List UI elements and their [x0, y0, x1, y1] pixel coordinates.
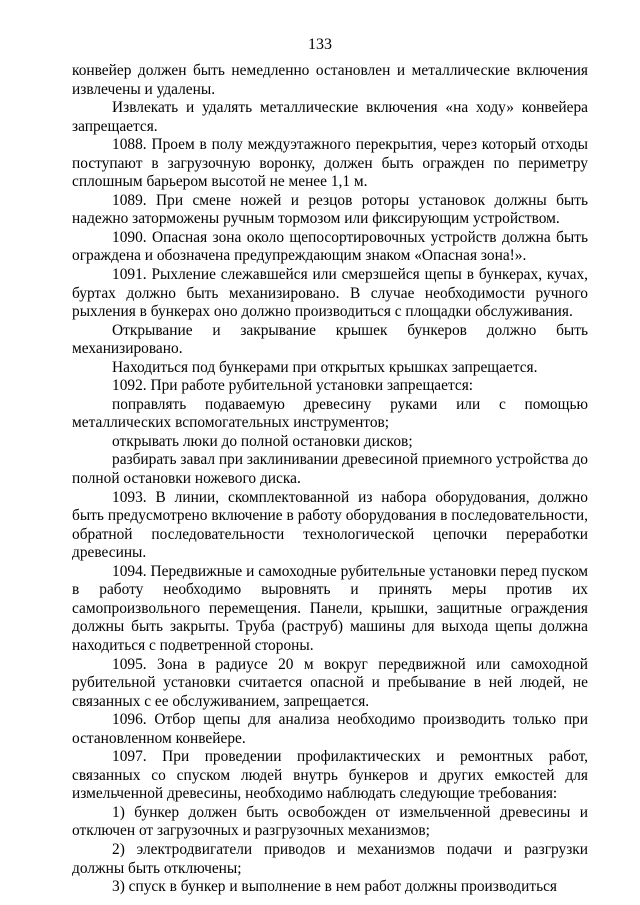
page-number: 133 — [308, 36, 332, 53]
paragraph-under-bunkers: Находиться под бункерами при открытых крышках запрещается. — [112, 358, 538, 376]
paragraph-1092-item-3: разбирать завал при заклинивании древесиной приемного устройства до полной остановки ножевого диска. — [72, 451, 588, 488]
paragraph-1088: 1088. Проем в полу междуэтажного перекрытия, через который отходы поступают в загрузочную воронку, должен быть огражден по периметру сплошным барьером высотой не менее 1,1 м. — [72, 136, 588, 191]
paragraph-1095: 1095. Зона в радиусе 20 м вокруг передвижной или самоходной рубительной установки считается опасной и пребывание в ней людей, не связанных с ее обслуживанием, запрещается. — [72, 655, 588, 710]
document-body — [72, 62, 588, 897]
paragraph-1092-item-1: поправлять подаваемую древесину руками или с помощью металлических вспомогательных инструментов; — [72, 395, 588, 432]
paragraph-1092: 1092. При работе рубительной установки запрещается: — [112, 377, 474, 395]
paragraph-1089: 1089. При смене ножей и резцов роторы установок должны быть надежно заторможены ручным тормозом или фиксирующим устройством. — [72, 191, 588, 228]
paragraph-bunker-lids: Открывание и закрывание крышек бункеров должно быть механизировано. — [72, 321, 588, 358]
paragraph-1092-item-2: открывать люки до полной остановки дисков; — [112, 432, 413, 450]
paragraph-1096: 1096. Отбор щепы для анализа необходимо производить только при остановленном конвейере. — [72, 711, 588, 747]
paragraph-1097: 1097. При проведении профилактических и ремонтных работ, связанных со спуском людей внутрь бункеров и других емкостей для измельченной древесины, необходимо наблюдать следующие требования: — [72, 748, 588, 803]
paragraph-metal-removal-ban: Извлекать и удалять металлические включения «на ходу» конвейера запрещается. — [72, 99, 588, 135]
paragraph-1091: 1091. Рыхление слежавшейся или смерзшейся щепы в бункерах, кучах, буртах должно быть механизировано. В случае необходимости ручного рыхления в бункерах оно должно производиться с площадки обслуживания. — [72, 266, 588, 321]
paragraph-1090: 1090. Опасная зона около щепосортировочных устройств должна быть ограждена и обозначена предупреждающим знаком «Опасная зона!». — [72, 228, 588, 265]
paragraph-continuation: конвейер должен быть немедленно остановлен и металлические включения извлечены и удалены. — [72, 62, 588, 98]
paragraph-1097-item-2: 2) электродвигатели приводов и механизмов подачи и разгрузки должны быть отключены; — [72, 840, 588, 877]
paragraph-1097-item-1: 1) бункер должен быть освобожден от измельченной древесины и отключен от загрузочных и разгрузочных механизмов; — [72, 803, 588, 840]
paragraph-1093: 1093. В линии, скомплектованной из набора оборудования, должно быть предусмотрено включение в работу оборудования в последовательности, обратной последовательности технологической цепочки переработки древесины. — [72, 488, 588, 562]
paragraph-1094: 1094. Передвижные и самоходные рубительные установки перед пуском в работу необходимо выровнять и принять меры против их самопроизвольного перемещения. Панели, крышки, защитные ограждения должны быть закрыты. Труба (раструб) машины для выхода щепы должна находиться с подветренной стороны. — [72, 562, 588, 654]
paragraph-1097-item-3: 3) спуск в бункер и выполнение в нем работ должны производиться — [112, 878, 557, 896]
